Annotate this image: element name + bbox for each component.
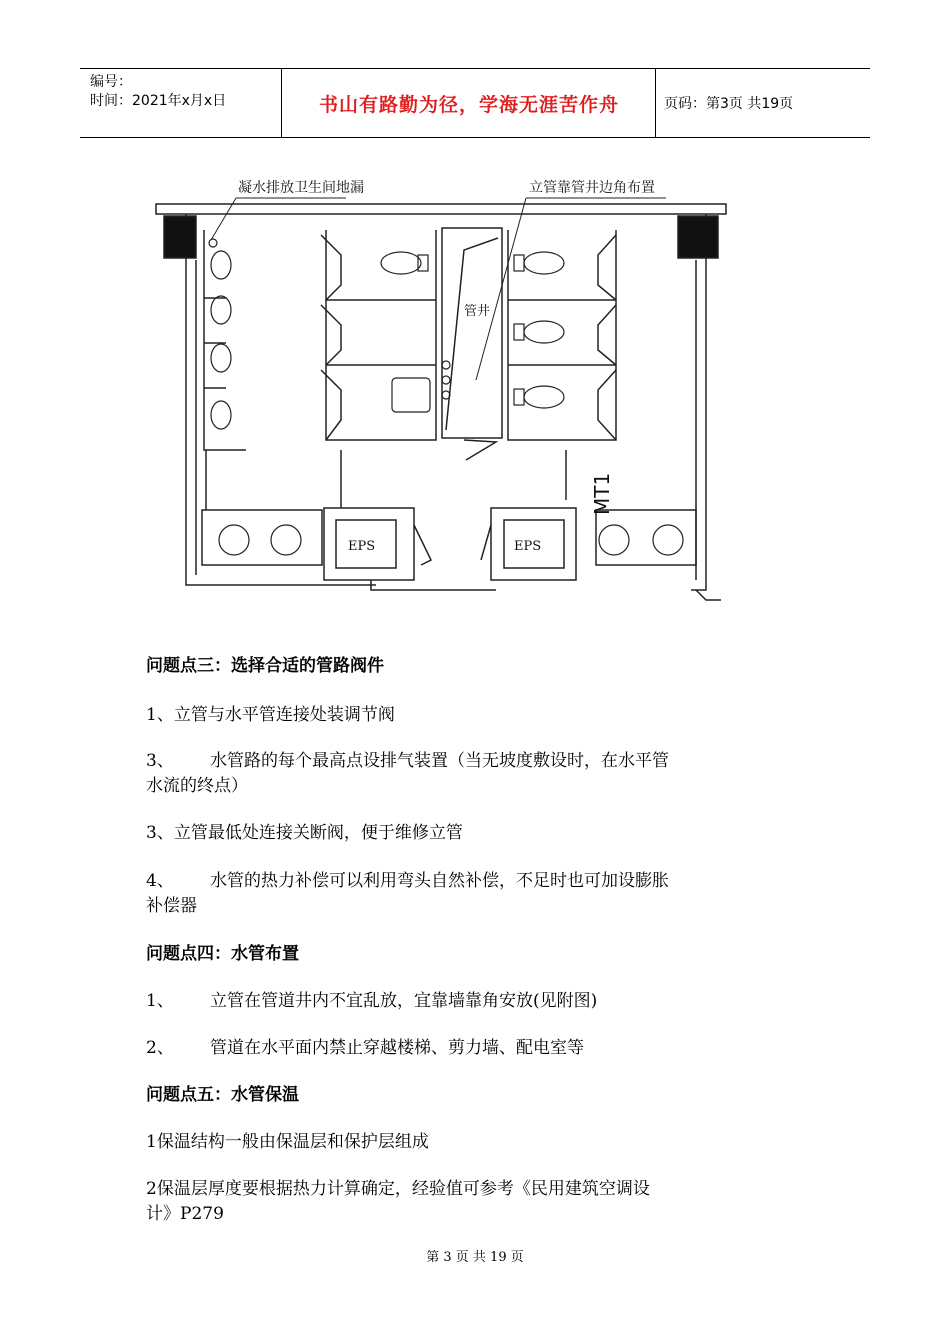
page-header: [80, 68, 870, 138]
item-3-2: 3、 水管路的每个最高点设排气装置（当无坡度敷设时，在水平管 水流的终点）: [146, 751, 669, 796]
item-3-4: 4、 水管的热力补偿可以利用弯头自然补偿，不足时也可加设膨胀 补偿器: [146, 871, 669, 916]
time-label: 时间：2021年x月x日: [90, 93, 227, 109]
item-4-2: 2、 管道在水平面内禁止穿越楼梯、剪力墙、配电室等: [146, 1038, 584, 1058]
header-motto-cell: [283, 69, 656, 137]
item-3-3: 3、立管最低处连接关断阀，便于维修立管: [146, 823, 463, 843]
item-5-1: 1保温结构一般由保温层和保护层组成: [146, 1132, 429, 1152]
header-meta: [80, 69, 282, 137]
item-4-1: 1、 立管在管道井内不宜乱放，宜靠墙靠角安放(见附图): [146, 991, 598, 1011]
label-eps-left: EPS: [348, 539, 376, 554]
label-drain: 凝水排放卫生间地漏: [238, 180, 364, 196]
heading-5: 问题点五：水管保温: [146, 1085, 299, 1105]
plan-leaders: [211, 198, 666, 380]
item-3-1: 1、立管与水平管连接处装调节阀: [146, 705, 395, 725]
column-left: [164, 216, 196, 258]
plan-walls: [156, 204, 726, 600]
header-page-label: 页码：第3页 共19页: [664, 96, 794, 112]
label-eps-right: EPS: [514, 539, 542, 554]
heading-3: 问题点三：选择合适的管路阀件: [146, 656, 384, 676]
column-right: [678, 216, 718, 258]
label-shaft: 管井: [464, 304, 491, 319]
code-label: 编号：: [90, 74, 132, 90]
heading-4: 问题点四：水管布置: [146, 944, 299, 964]
label-mt: MT1: [590, 472, 614, 515]
header-page-cell: [656, 69, 870, 137]
page-footer: 第 3 页 共 19 页: [426, 1250, 524, 1265]
floor-plan-figure: [146, 160, 746, 615]
label-riser: 立管靠管井边角布置: [529, 180, 655, 196]
item-5-2: 2保温层厚度要根据热力计算确定，经验值可参考《民用建筑空调设 计》P279: [146, 1179, 650, 1224]
header-motto: 书山有路勤为径，学海无涯苦作舟: [318, 93, 619, 116]
